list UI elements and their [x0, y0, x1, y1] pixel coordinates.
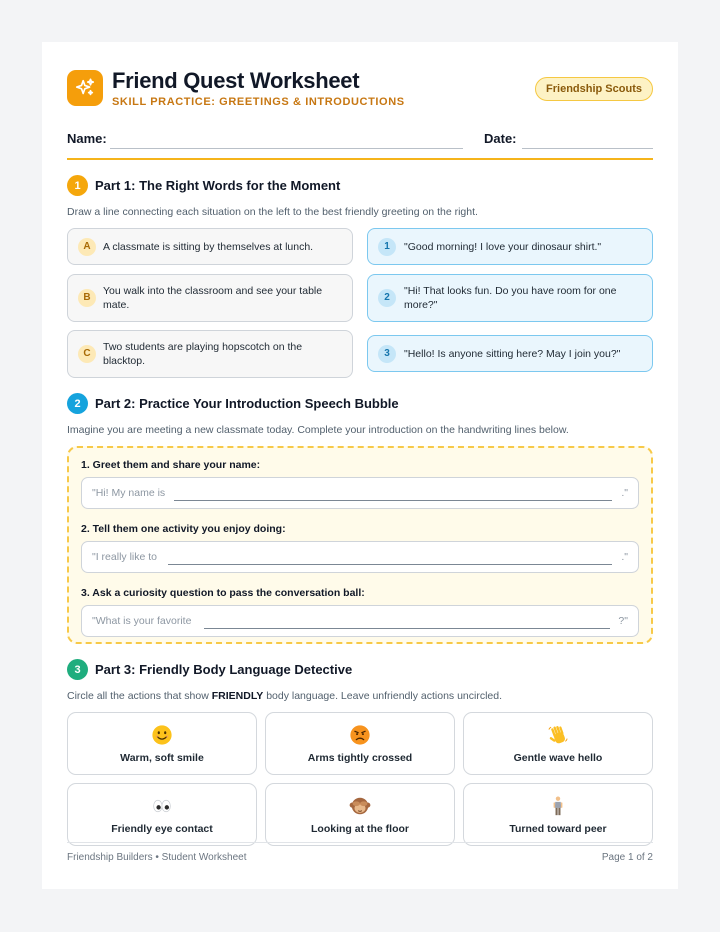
- name-field[interactable]: [110, 148, 463, 149]
- footer-left-text: Friendship Builders • Student Worksheet: [67, 852, 247, 863]
- date-label: Date:: [484, 131, 517, 146]
- waving-hand-icon: [547, 724, 569, 746]
- action-label: Looking at the floor: [311, 823, 409, 835]
- part1-header: [67, 175, 653, 196]
- name-answer-line[interactable]: [81, 477, 639, 509]
- part2-header: [67, 393, 653, 414]
- number-badge: 3: [378, 345, 396, 363]
- name-label: Name:: [67, 131, 107, 146]
- page-number: Page 1 of 2: [601, 852, 653, 863]
- standing-person-icon: [547, 795, 569, 817]
- part1-instructions: Draw a line connecting each situation on the left to the best friendly greeting on the right.: [67, 206, 478, 218]
- situation-text: A classmate is sitting by themselves at lunch.: [103, 240, 314, 253]
- worksheet-header: [67, 70, 653, 110]
- greeting-text: "Good morning! I love your dinosaur shirt.": [404, 240, 602, 253]
- prompt-lead: "Hi! My name is: [92, 487, 166, 499]
- blank-line: [204, 628, 610, 629]
- situation-card-a[interactable]: [67, 228, 353, 265]
- eyes-icon: [151, 795, 173, 817]
- situation-card-c[interactable]: [67, 330, 353, 378]
- smiling-face-icon: [151, 724, 173, 746]
- body-language-grid: [67, 712, 653, 850]
- question-answer-line[interactable]: [81, 605, 639, 637]
- prompt-label: 1. Greet them and share your name:: [81, 459, 261, 471]
- part2-title: Part 2: Practice Your Introduction Speech Bubble: [95, 396, 399, 411]
- prompt-tail: .": [621, 551, 628, 563]
- letter-badge: A: [78, 238, 96, 256]
- number-badge: 1: [378, 238, 396, 256]
- greeting-card-1[interactable]: [367, 228, 653, 265]
- action-card-floor[interactable]: [265, 783, 455, 846]
- page-subtitle: SKILL PRACTICE: GREETINGS & INTRODUCTIONS: [112, 96, 405, 108]
- letter-badge: C: [78, 345, 96, 363]
- blank-line: [168, 564, 612, 565]
- prompt-label: 2. Tell them one activity you enjoy doing:: [81, 523, 286, 535]
- action-label: Turned toward peer: [509, 823, 607, 835]
- header-divider: [67, 158, 653, 160]
- action-card-smile[interactable]: [67, 712, 257, 775]
- prompt-lead: "What is your favorite: [92, 615, 192, 627]
- instructions-emphasis: FRIENDLY: [211, 690, 264, 702]
- action-label: Arms tightly crossed: [307, 752, 413, 764]
- greeting-card-3[interactable]: [367, 335, 653, 372]
- action-card-eyes[interactable]: [67, 783, 257, 846]
- matching-activity: [67, 228, 653, 378]
- situation-text: Two students are playing hopscotch on the blacktop.: [103, 341, 303, 367]
- group-badge: Friendship Scouts: [535, 77, 653, 101]
- action-label: Warm, soft smile: [120, 752, 204, 764]
- action-card-wave[interactable]: [463, 712, 653, 775]
- prompt-label: 3. Ask a curiosity question to pass the conversation ball:: [81, 587, 365, 599]
- prompt-lead: "I really like to: [92, 551, 157, 563]
- action-card-turned[interactable]: [463, 783, 653, 846]
- prompt-tail: .": [621, 487, 628, 499]
- angry-face-icon: [349, 724, 371, 746]
- part2-instructions: Imagine you are meeting a new classmate today. Complete your introduction on the handwriting lines below.: [67, 424, 569, 436]
- blank-line: [174, 500, 612, 501]
- part3-header: [67, 659, 653, 680]
- date-field[interactable]: [522, 148, 653, 149]
- part3-instructions: [67, 690, 653, 702]
- prompt-tail: ?": [618, 615, 628, 627]
- number-badge: 2: [378, 289, 396, 307]
- instructions-text: body language. Leave unfriendly actions uncircled.: [263, 690, 503, 702]
- name-date-row: [67, 123, 653, 153]
- greeting-card-2[interactable]: [367, 274, 653, 322]
- part1-number: 1: [67, 175, 88, 196]
- action-card-crossed[interactable]: [265, 712, 455, 775]
- instructions-text: Circle all the actions that show: [67, 690, 212, 702]
- part3-title: Part 3: Friendly Body Language Detective: [95, 662, 353, 677]
- action-label: Gentle wave hello: [513, 752, 603, 764]
- page-title: Friend Quest Worksheet: [112, 68, 360, 93]
- greeting-text: "Hello! Is anyone sitting here? May I join you?": [404, 347, 621, 360]
- speech-bubble-box: [67, 446, 653, 644]
- action-label: Friendly eye contact: [111, 823, 213, 835]
- letter-badge: B: [78, 289, 96, 307]
- page-footer: [67, 842, 653, 863]
- part2-number: 2: [67, 393, 88, 414]
- situation-text: You walk into the classroom and see your table mate.: [103, 285, 323, 311]
- sparkles-icon: [67, 70, 103, 106]
- activity-answer-line[interactable]: [81, 541, 639, 573]
- greeting-text: "Hi! That looks fun. Do you have room for one more?": [404, 285, 617, 311]
- worksheet-page: [42, 42, 678, 889]
- part1-title: Part 1: The Right Words for the Moment: [95, 178, 341, 193]
- see-no-evil-monkey-icon: [349, 795, 371, 817]
- part3-number: 3: [67, 659, 88, 680]
- situation-card-b[interactable]: [67, 274, 353, 322]
